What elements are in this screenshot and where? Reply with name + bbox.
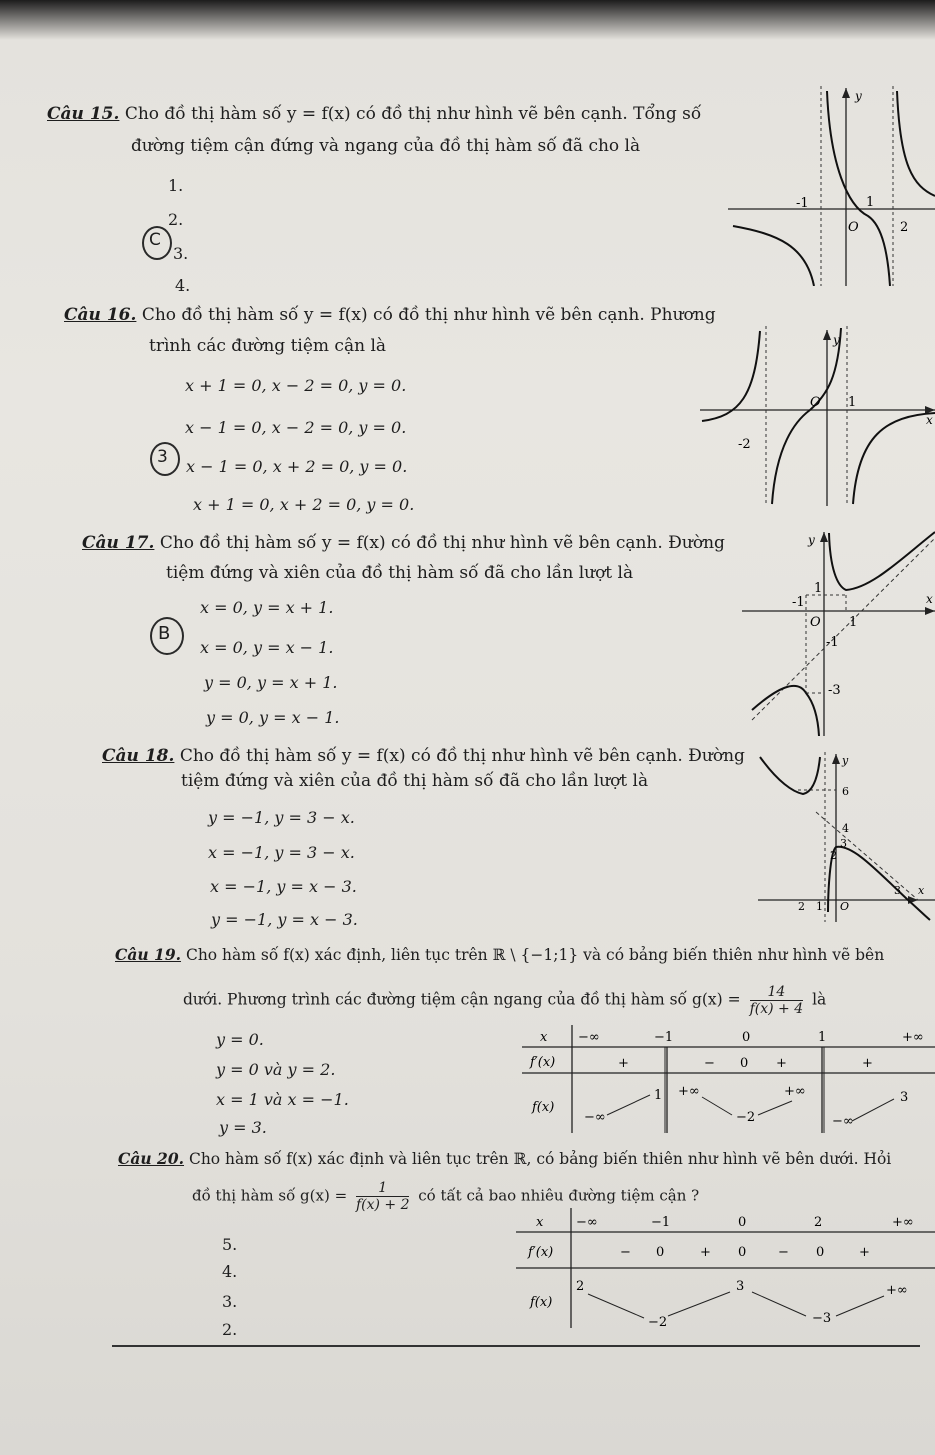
q17-label-1: 1	[814, 581, 823, 596]
q16-label-neg2: -2	[738, 437, 751, 452]
q18-text2: tiệm đứng và xiên của đồ thị hàm số đã cho lần lượt là	[181, 771, 649, 791]
q20-x-val-4: +∞	[892, 1215, 914, 1230]
q19-sign-3: +	[776, 1056, 787, 1071]
q19-line1	[115, 945, 884, 964]
q18-option-a: y = −1, y = 3 − x.	[208, 808, 355, 827]
q15-option-c: 3.	[173, 244, 189, 263]
q18-label-y: y	[842, 754, 849, 767]
q17-option-a: x = 0, y = x + 1.	[200, 598, 334, 617]
q15-curve-right	[897, 91, 935, 196]
q16-line1	[64, 305, 716, 325]
q18-label: Câu 18.	[102, 746, 175, 766]
q17-label: Câu 17.	[82, 533, 155, 553]
q16-graph	[700, 326, 935, 506]
q20-variation-table	[516, 1208, 935, 1328]
q15-label-neg1: -1	[796, 196, 809, 211]
q17-text1: Cho đồ thị hàm số y = f(x) có đồ thị như hình vẽ bên cạnh. Đường	[159, 533, 725, 553]
q20-text2b: có tất cả bao nhiêu đường tiệm cận ?	[418, 1186, 700, 1205]
q17-text2: tiệm đứng và xiên của đồ thị hàm số đã cho lần lượt là	[166, 563, 634, 583]
q20-option-b: 4.	[222, 1262, 238, 1281]
q20-x-val-1: −1	[651, 1215, 671, 1230]
q18-label-x: x	[918, 884, 925, 897]
q19-option-a: y = 0.	[216, 1030, 264, 1049]
q20-option-c: 3.	[222, 1292, 238, 1311]
q20-option-d: 2.	[222, 1320, 238, 1339]
q18-label-4: 4	[842, 822, 849, 835]
q16-label-o: O	[810, 395, 821, 410]
q17-label-x: x	[926, 592, 933, 606]
q17-graph	[742, 528, 935, 736]
q20-frac-num: 1	[356, 1180, 410, 1197]
q19-option-b: y = 0 và y = 2.	[216, 1060, 336, 1079]
q16-label-1: 1	[848, 395, 857, 410]
q18-option-d: y = −1, y = x − 3.	[211, 910, 358, 929]
q19-frac-num: 14	[750, 984, 804, 1001]
q19-f-val-4: +∞	[784, 1084, 806, 1099]
q19-f-val-5: −∞	[832, 1114, 854, 1129]
q16-answer-letter: 3	[157, 447, 168, 467]
q20-fraction	[356, 1180, 410, 1213]
q19-variation-table	[522, 1025, 935, 1133]
q17-option-b: x = 0, y = x − 1.	[200, 638, 334, 657]
q20-sign-2: +	[700, 1245, 711, 1260]
q20-f-val-1: −2	[648, 1315, 668, 1328]
q16-option-d: x + 1 = 0, x + 2 = 0, y = 0.	[193, 495, 415, 514]
q15-text2: đường tiệm cận đứng và ngang của đồ thị hàm số đã cho là	[131, 136, 641, 156]
q17-label-1b: 1	[849, 615, 858, 630]
q16-text2: trình các đường tiệm cận là	[149, 336, 387, 356]
q17-label-neg3: -3	[828, 683, 841, 698]
q19-sign-4: +	[862, 1056, 873, 1071]
q19-fraction	[750, 984, 804, 1017]
q20-fp-label: f′(x)	[528, 1245, 554, 1260]
q20-sign-6: +	[859, 1245, 870, 1260]
q17-curve-right	[829, 532, 935, 590]
bottom-rule	[112, 1345, 920, 1347]
q16-option-c: x − 1 = 0, x + 2 = 0, y = 0.	[186, 457, 408, 476]
q19-frac-den: f(x) + 4	[749, 1001, 804, 1017]
q20-x-label: x	[536, 1215, 544, 1230]
q18-label-3: 3	[840, 837, 847, 850]
q20-sign-3: 0	[738, 1245, 747, 1260]
q15-graph	[728, 86, 935, 286]
q18-label-2: 2	[830, 849, 837, 862]
q19-fp-label: f′(x)	[530, 1055, 556, 1070]
q19-x-val-3: 1	[818, 1030, 827, 1045]
q15-text1: Cho đồ thị hàm số y = f(x) có đồ thị như hình vẽ bên cạnh. Tổng số	[124, 104, 702, 124]
q16-label-x: x	[926, 413, 933, 427]
q17-label-neg1: -1	[792, 595, 805, 610]
q19-f-val-1: 1	[654, 1088, 663, 1103]
q19-label: Câu 19.	[115, 945, 182, 964]
q15-option-d: 4.	[175, 276, 191, 295]
q20-x-val-3: 2	[814, 1215, 823, 1230]
q20-f-val-3: −3	[812, 1311, 832, 1326]
q20-f-val-4: +∞	[886, 1283, 908, 1298]
q19-line2	[183, 984, 826, 1017]
q18-graph	[758, 752, 935, 922]
q19-f-val-2: +∞	[678, 1084, 700, 1099]
q18-label-6: 6	[842, 785, 849, 798]
q20-x-val-0: −∞	[576, 1215, 598, 1230]
q18-label-o: O	[840, 900, 850, 913]
q18-label-3x: 3	[894, 884, 901, 897]
q20-sign-4: −	[778, 1245, 789, 1260]
q15-option-b: 2.	[168, 210, 184, 229]
q19-f-val-6: 3	[900, 1090, 909, 1105]
q15-line1	[47, 104, 701, 124]
q20-f-label: f(x)	[530, 1295, 553, 1310]
q19-x-label: x	[540, 1030, 548, 1045]
q15-label-2: 2	[900, 220, 909, 235]
q17-label-y: y	[808, 533, 815, 547]
q15-option-a: 1.	[168, 176, 184, 195]
q16-curve-mid	[772, 328, 841, 504]
q15-answer-letter: C	[149, 230, 161, 250]
q20-line1	[118, 1149, 891, 1168]
q17-answer-letter: B	[158, 623, 171, 644]
q16-option-a: x + 1 = 0, x − 2 = 0, y = 0.	[185, 376, 407, 395]
q16-curve-right	[853, 413, 935, 504]
q18-text1: Cho đồ thị hàm số y = f(x) có đồ thị như hình vẽ bên cạnh. Đường	[179, 746, 745, 766]
q18-label-neg1: 1	[816, 900, 823, 913]
q20-label: Câu 20.	[118, 1149, 185, 1168]
q15-label-y: y	[855, 89, 862, 103]
q17-option-d: y = 0, y = x − 1.	[206, 708, 340, 727]
q20-f-val-2: 3	[736, 1279, 745, 1294]
q15-curve-mid	[827, 91, 890, 286]
q16-curve-left	[702, 331, 760, 421]
q17-option-c: y = 0, y = x + 1.	[204, 673, 338, 692]
q19-sign-0: +	[618, 1056, 629, 1071]
q20-x-val-2: 0	[738, 1215, 747, 1230]
q15-label: Câu 15.	[47, 104, 120, 124]
q19-sign-2: 0	[740, 1056, 749, 1071]
q19-x-val-4: +∞	[902, 1030, 924, 1045]
q16-text1: Cho đồ thị hàm số y = f(x) có đồ thị như hình vẽ bên cạnh. Phương	[141, 305, 716, 325]
q17-oblique-asymptote	[752, 538, 935, 720]
q17-label-neg1b: -1	[826, 635, 839, 650]
q20-sign-0: −	[620, 1245, 631, 1260]
q20-text1: Cho hàm số f(x) xác định và liên tục trên ℝ, có bảng biến thiên như hình vẽ bên dưới. Hỏi	[188, 1150, 892, 1168]
q16-label-y: y	[833, 333, 840, 347]
q17-label-o: O	[810, 615, 821, 630]
q19-f-val-0: −∞	[584, 1110, 606, 1125]
q18-curve-left	[760, 757, 820, 794]
q20-text2a: đồ thị hàm số g(x) =	[192, 1186, 348, 1205]
q18-option-c: x = −1, y = x − 3.	[210, 877, 357, 896]
q19-x-val-2: 0	[742, 1030, 751, 1045]
q19-text1: Cho hàm số f(x) xác định, liên tục trên ℝ \ {−1;1} và có bảng biến thiên như hình vẽ bên	[185, 946, 885, 964]
q19-x-val-0: −∞	[578, 1030, 600, 1045]
q19-text2-end: là	[812, 990, 827, 1009]
q18-label-neg2: 2	[798, 900, 805, 913]
q19-option-c: x = 1 và x = −1.	[216, 1090, 349, 1109]
q19-sign-1: −	[704, 1056, 715, 1071]
q18-option-b: x = −1, y = 3 − x.	[208, 843, 355, 862]
q16-option-b: x − 1 = 0, x − 2 = 0, y = 0.	[185, 418, 407, 437]
q17-line1	[82, 533, 725, 553]
q16-label: Câu 16.	[64, 305, 137, 325]
q15-label-1: 1	[866, 195, 875, 210]
q15-curve-left	[733, 226, 814, 286]
q20-sign-5: 0	[816, 1245, 825, 1260]
q15-label-o: O	[848, 220, 859, 235]
q19-f-label: f(x)	[532, 1100, 555, 1115]
q19-text2: dưới. Phương trình các đường tiệm cận ngang của đồ thị hàm số g(x) =	[183, 990, 741, 1009]
q20-sign-1: 0	[656, 1245, 665, 1260]
q19-option-d: y = 3.	[219, 1118, 267, 1137]
q20-f-val-0: 2	[576, 1279, 585, 1294]
q20-frac-den: f(x) + 2	[355, 1197, 410, 1213]
q19-x-val-1: −1	[654, 1030, 674, 1045]
q19-f-val-3: −2	[736, 1110, 756, 1125]
q18-line1	[102, 746, 745, 766]
q20-option-a: 5.	[222, 1235, 238, 1254]
